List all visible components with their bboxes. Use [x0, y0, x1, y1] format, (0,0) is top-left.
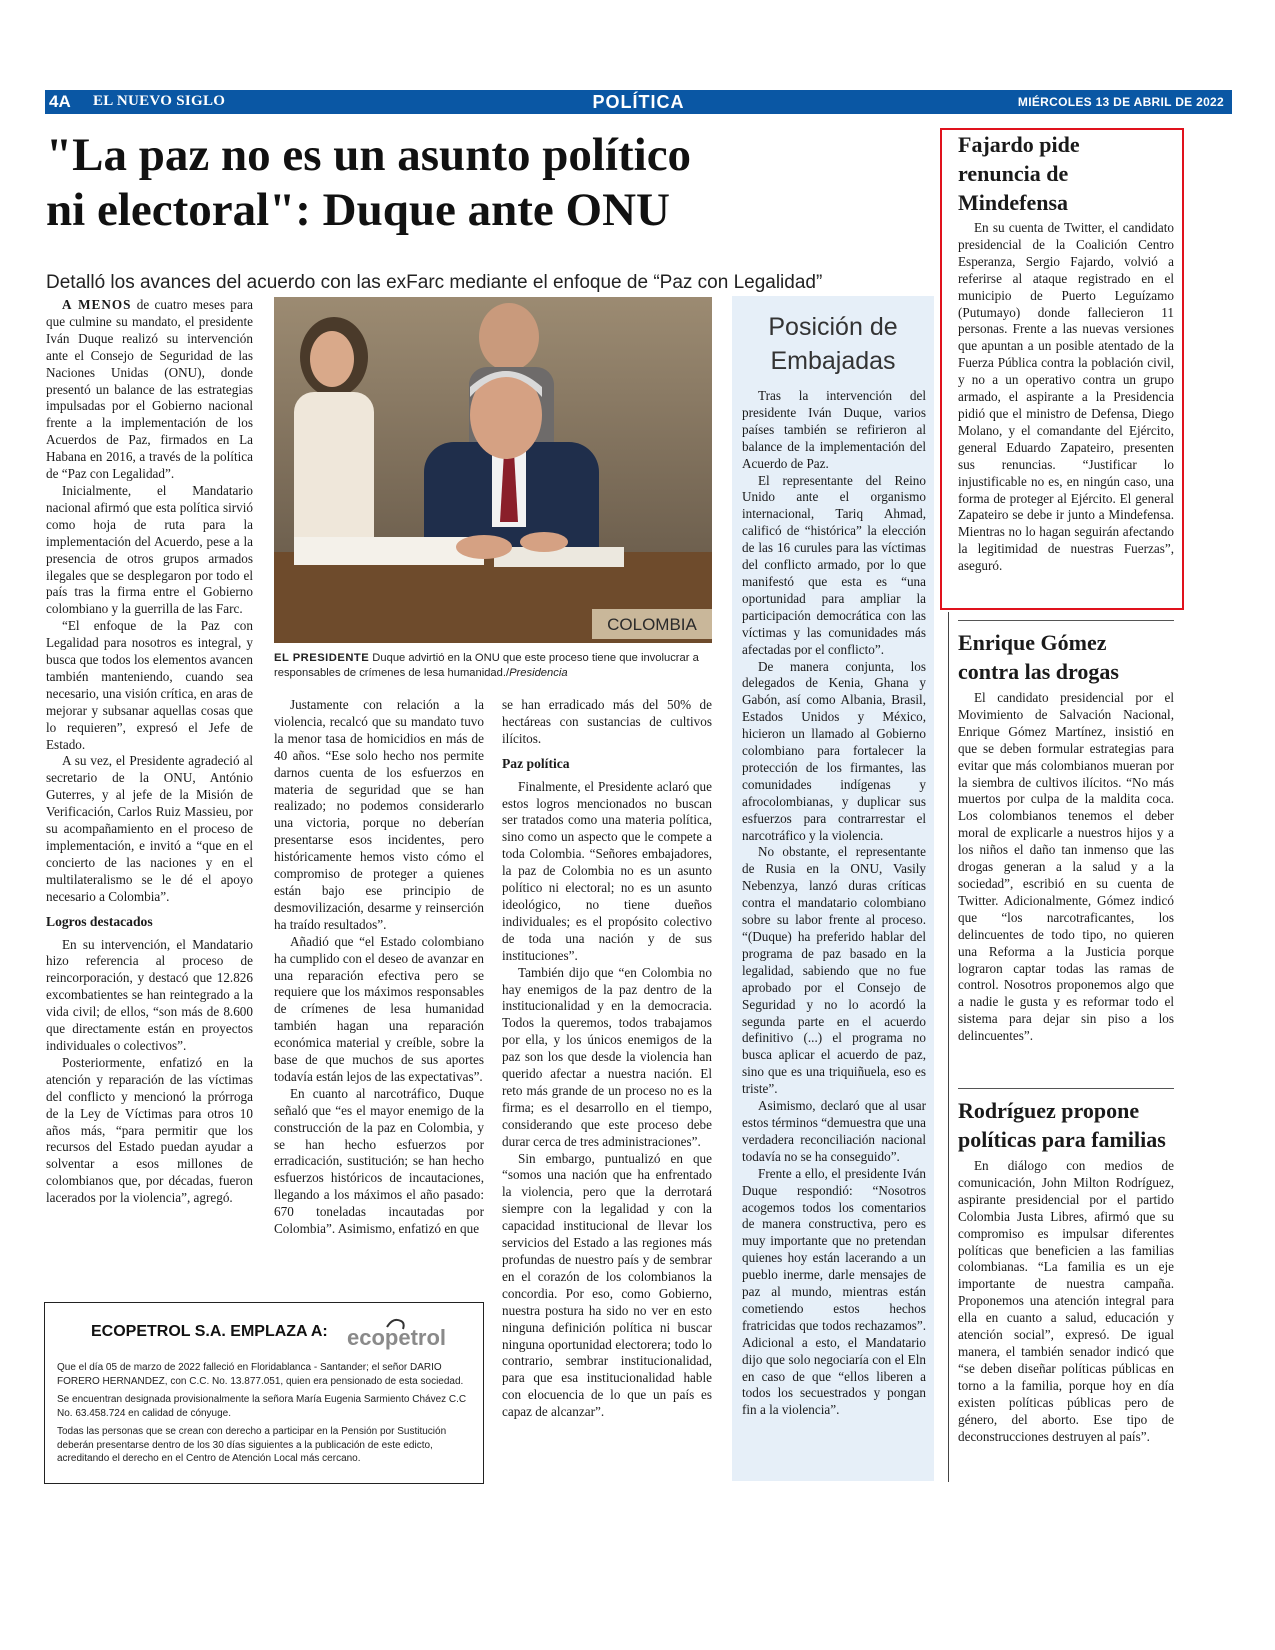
article-paragraph: Justamente con relación a la violencia, recalcó que su mandato tuvo la menor tasa de homicidios en más de 40 años. “Ese solo hecho nos permite darnos cuenta de los esfuerzos en materia de seguridad que se han realizado; no podemos considerarlo una victoria, porque no deberían presentarse esos incidentes, pero históricamente hemos visto cómo el compromiso de proteger a quienes están bajo ese principio de desmovilización, desarme y reinserción ha traído resultados”.: [274, 697, 484, 932]
section-rule: [958, 620, 1174, 621]
article-paragraph: “El enfoque de la Paz con Legalidad para nosotros es integral, y busca que todos los elementos avancen también manteniendo, cuando sea necesario, una visión crítica, en aras de mejorar y subsanar aquellas cosas que lo requieren”, expresó el Jefe de Estado.: [46, 618, 253, 752]
article-paragraph: Finalmente, el Presidente aclaró que estos logros mencionados no buscan ser tratados como una materia política, sino como un aspecto que le compete a toda Colombia. “Señores embajadores, la paz de Colombia no es un asunto político ni electoral; no es un asunto ideológico, no tiene dueños individuales; es el propósito colectivo de toda una nación y de sus instituciones”.: [502, 778, 712, 963]
sidebar-paragraph: Asimismo, declaró que al usar estos términos “demuestra que una verdadera reconciliación nacional todavía no se ha conseguido”.: [742, 1098, 926, 1164]
article-column-3: [502, 697, 712, 1421]
sidebar-embajadas-text: [742, 388, 926, 1419]
fajardo-headline: Fajardo pide renuncia de Mindefensa: [958, 132, 1080, 215]
rodriguez-body: En diálogo con medios de comunicación, John Milton Rodríguez, aspirante presidencial por el partido Colombia Justa Libres, afirmó que su compromiso es impulsar diferentes políticas que beneficien a las familias colombianas. “La familia es un eje importante de nuestra campaña. Proponemos una atención integral para ella en cuanto a salud, educación y atención social”, expresó. De igual manera, el también senador indicó que “se deben diseñar políticas públicas en torno a la familia, porque hoy en día existen políticas públicas pero de género, del aborto. Ese tipo de deconstrucciones destruyen al país”.: [958, 1158, 1174, 1444]
subheading-paz-politica: Paz política: [502, 755, 570, 771]
duque-un-photo: [274, 297, 712, 643]
section-name: POLÍTICA: [592, 92, 685, 112]
article-lead-paragraph: A MENOS de cuatro meses para que culmine su mandato, el presidente Iván Duque realizó su intervención ante el Consejo de Seguridad de las Naciones Unidas (ONU), donde presentó un balance de las estrategias impulsadas por el Gobierno nacional frente a la implementación de los Acuerdos de Paz, firmados en La Habana en 2016, a través de la política de “Paz con Legalidad”.: [46, 297, 253, 482]
notice-paragraph: Que el día 05 de marzo de 2022 falleció en Floridablanca - Santander; el señor DARIO FORERO HERNANDEZ, con C.C. No. 13.877.051, quien era pensionado de esta sociedad.: [57, 1362, 464, 1387]
section-header-bar: [45, 90, 1232, 114]
photo-caption: EL PRESIDENTE Duque advirtió en la ONU que este proceso tiene que involucrar a responsables de crímenes de lesa humanidad./Presidencia: [274, 652, 699, 679]
notice-body: [57, 1361, 475, 1471]
photo-credit: Presidencia: [509, 666, 568, 679]
article-column-1: [46, 297, 253, 1207]
article-paragraph: Sin embargo, puntualizó en que “somos una nación que ha enfrentado la violencia, pero que la derrotará siempre con la legalidad y con la capacidad institucional de llevar los servicios del Estado a las regiones más profundas de nuestro país y de sembrar en el corazón de los colombianos la concordia. Por eso, como Gobierno, nuestra postura ha sido no ver en esto ninguna definición política ni buscar ninguna oportunidad electorera; todo lo contrario, sembrar institucionalidad, para que esa institucionalidad hable con elocuencia de lo que un país es capaz de alcanzar”.: [502, 1150, 712, 1420]
headline-line-1: "La paz no es un asunto político: [46, 129, 692, 181]
sidebar-embajadas-title: Posición de Embajadas: [768, 313, 898, 375]
article-headline: [46, 128, 926, 238]
notice-title: ECOPETROL S.A. EMPLAZA A:: [91, 1323, 328, 1340]
svg-text:ecopetrol: ecopetrol: [347, 1325, 447, 1350]
article-paragraph: se han erradicado más del 50% de hectáreas con sustancias de cultivos ilícitos.: [502, 697, 712, 746]
ecopetrol-logo-icon: [347, 1317, 475, 1351]
right-column-divider: [948, 612, 949, 1482]
headline-line-2: ni electoral": Duque ante ONU: [46, 184, 670, 236]
newspaper-name: EL NUEVO SIGLO: [93, 93, 226, 109]
sidebar-paragraph: El representante del Reino Unido ante el organismo internacional, Tariq Ahmad, calificó de “histórica” la elección de las 16 curules para las víctimas del conflicto armado, por lo que manifestó que esta es “una oportunidad para ampliar la participación democrática con las víctimas y las comunidades más afectadas por el conflicto”.: [742, 472, 926, 657]
article-paragraph: En cuanto al narcotráfico, Duque señaló que “es el mayor enemigo de la construcción de la paz en Colombia, y se han hecho esfuerzos por erradicación, sustitución; se han hecho esfuerzos históricos de incautaciones, llegando a los máximos el año pasado: 670 toneladas incautadas por Colombia”. Asimismo, enfatizó en que: [274, 1085, 484, 1237]
sidebar-paragraph: De manera conjunta, los delegados de Kenia, Ghana y Gabón, así como Albania, Brasil, Estados Unidos y México, hicieron un llamado al Gobierno colombiano para fortalecer la protección de los firmantes, las comunidades indígenas y afrocolombianas, y duplicar sus esfuerzos para contrarrestar el narcotráfico y la violencia.: [742, 658, 926, 843]
notice-paragraph: Se encuentran designada provisionalmente la señora María Eugenia Sarmiento Chávez C.C No. 63.458.724 en calidad de cónyuge.: [57, 1394, 467, 1419]
sidebar-paragraph: Tras la intervención del presidente Iván Duque, varios países también se refirieron al balance de la implementación del Acuerdo de Paz.: [742, 388, 926, 471]
rodriguez-headline: Rodríguez propone políticas para familias: [958, 1098, 1166, 1152]
fajardo-body: En su cuenta de Twitter, el candidato presidencial de la Coalición Centro Esperanza, Sergio Fajardo, volvió a referirse al ataque registrado en el municipio de Puerto Leguízamo (Putumayo) donde fallecieron 11 personas. Frente a las nuevas versiones que apuntan a un posible atentado de la Fuerza Pública contra la población civil, y no a un operativo contra un grupo armado, el aspirante a la Presidencia pidió que el ministro de Defensa, Diego Molano, y el comandante del Ejército, general Eduardo Zapateiro, presenten sus renuncias. “Justificar lo injustificable no es, en ningún caso, una forma de proteger al Ejército. El general Zapateiro se debe ir junto a Mindefensa. Mientras no lo hagan seguirán afectando la legitimidad de nuestras Fuerzas”, aseguró.: [958, 220, 1174, 574]
article-deck: Detalló los avances del acuerdo con las exFarc mediante el enfoque de “Paz con Legalidad”: [46, 272, 823, 293]
subheading-logros: Logros destacados: [46, 913, 153, 929]
sidebar-paragraph: No obstante, el representante de Rusia en la ONU, Vasily Nebenzya, lanzó duras críticas contra el mandatario colombiano sobre su labor frente al proceso. “(Duque) ha preferido hablar del programa de paz basado en la legalidad, sabiendo que no fue aprobado por el Consejo de Seguridad y no lo acordó la segunda parte en el acuerdo definitivo (...) el programa no busca aplicar el acuerdo de paz, sino que es una triquiñuela, eso es triste”.: [742, 844, 926, 1097]
article-photo: [274, 297, 712, 643]
gomez-headline: Enrique Gómez contra las drogas: [958, 630, 1119, 684]
sidebar-paragraph: Frente a ello, el presidente Iván Duque respondió: “Nosotros acogemos todos los comentarios de manera constructiva, pero es muy importante que no pretendan quienes hoy están lacerando a un pueblo inerme, darle mensajes de paz al mundo, mientras están cometiendo estos hechos fratricidas que todos rechazamos”. Adicional a esto, el Mandatario dijo que solo negociaría con el Eln en caso de que “ellos liberen a todos los secuestrados y pongan fin a la violencia”.: [742, 1165, 926, 1418]
article-column-2: [274, 697, 484, 1238]
ecopetrol-logo: [347, 1317, 475, 1351]
caption-lead: EL PRESIDENTE: [274, 652, 370, 664]
ecopetrol-notice: [44, 1302, 484, 1484]
photo-nameplate: COLOMBIA: [607, 615, 697, 634]
article-paragraph: Posteriormente, enfatizó en la atención y reparación de las víctimas del conflicto y mencionó la prórroga de la Ley de Víctimas para otros 10 años más, “para permitir que los recursos del Estado puedan ayudar a solventar a esos millones de colombianos que, por décadas, fueron lacerados por la violencia”, agregó.: [46, 1054, 253, 1206]
page-number: 4A: [49, 92, 71, 111]
article-paragraph: Añadió que “el Estado colombiano ha cumplido con el deseo de avanzar en una reparación efectiva pero se requiere que los máximos responsables de crímenes de lesa humanidad también hagan una reparación económica material y creíble, sobre la base de que muchos de sus aportes todavía están lejos de las expectativas”.: [274, 933, 484, 1084]
notice-paragraph: Todas las personas que se crean con derecho a participar en la Pensión por Sustitución deberán presentarse dentro de los 30 días siguientes a la publicación de este edicto, acreditando el derecho en el Centro de Atención Local más cercano.: [57, 1426, 447, 1464]
section-rule: [958, 1088, 1174, 1089]
gomez-body: El candidato presidencial por el Movimiento de Salvación Nacional, Enrique Gómez Martínez, insistió en que se deben formular estrategias para evitar que más colombianos mueran por la siembra de cultivos ilícitos. “No más muertos por culpa de la maldita coca. Los colombianos tenemos el deber moral de explicarle a nuestros hijos y a los niños el daño tan inmenso que las drogas generan a la salud y a la sociedad”, escribió en su cuenta de Twitter. Adicionalmente, Gómez indicó que “los narcotraficantes, los delincuentes de todo tipo, no quieren una Reforma a la Justicia porque lograron captar todas las ramas de control. Nosotros proponemos algo que a nadie le gusta y es reformar todo el sistema para dejar sin piso a los delincuentes”.: [958, 690, 1174, 1044]
article-paragraph: Inicialmente, el Mandatario nacional afirmó que esta política sirvió como hoja de ruta para la implementación del Acuerdo, pese a la presencia de otros grupos armados ilegales que se desplegaron por todo el país tras la firma entre el Gobierno colombiano y la guerrilla de las Farc.: [46, 482, 253, 617]
article-paragraph: En su intervención, el Mandatario hizo referencia al proceso de reincorporación, y destacó que 12.826 excombatientes se han reintegrado a la vida civil; de ellos, “son más de 8.600 que directamente están en proyectos individuales o colectivos”.: [46, 936, 253, 1053]
article-paragraph: También dijo que “en Colombia no hay enemigos de la paz dentro de la institucionalidad y en la democracia. Todos la queremos, todos trabajamos por ella, y los únicos enemigos de la paz son los que desde la violencia han querido afectar a nuestra nación. El reto más grande de un proceso no es la firma; es el desarrollo en el tiempo, considerando que este proceso debe durar cerca de tres administraciones”.: [502, 964, 712, 1149]
lead-in: A MENOS: [62, 297, 132, 312]
issue-date: MIÉRCOLES 13 DE ABRIL DE 2022: [1017, 95, 1224, 109]
article-paragraph: A su vez, el Presidente agradeció al secretario de la ONU, António Guterres, y al jefe de la Misión de Verificación, Carlos Ruiz Massieu, por su acompañamiento en el proceso de implementación, e invitó a “que en el concierto de las naciones y en el multilateralismo se le dé el apoyo necesario a Colombia”.: [46, 753, 253, 904]
